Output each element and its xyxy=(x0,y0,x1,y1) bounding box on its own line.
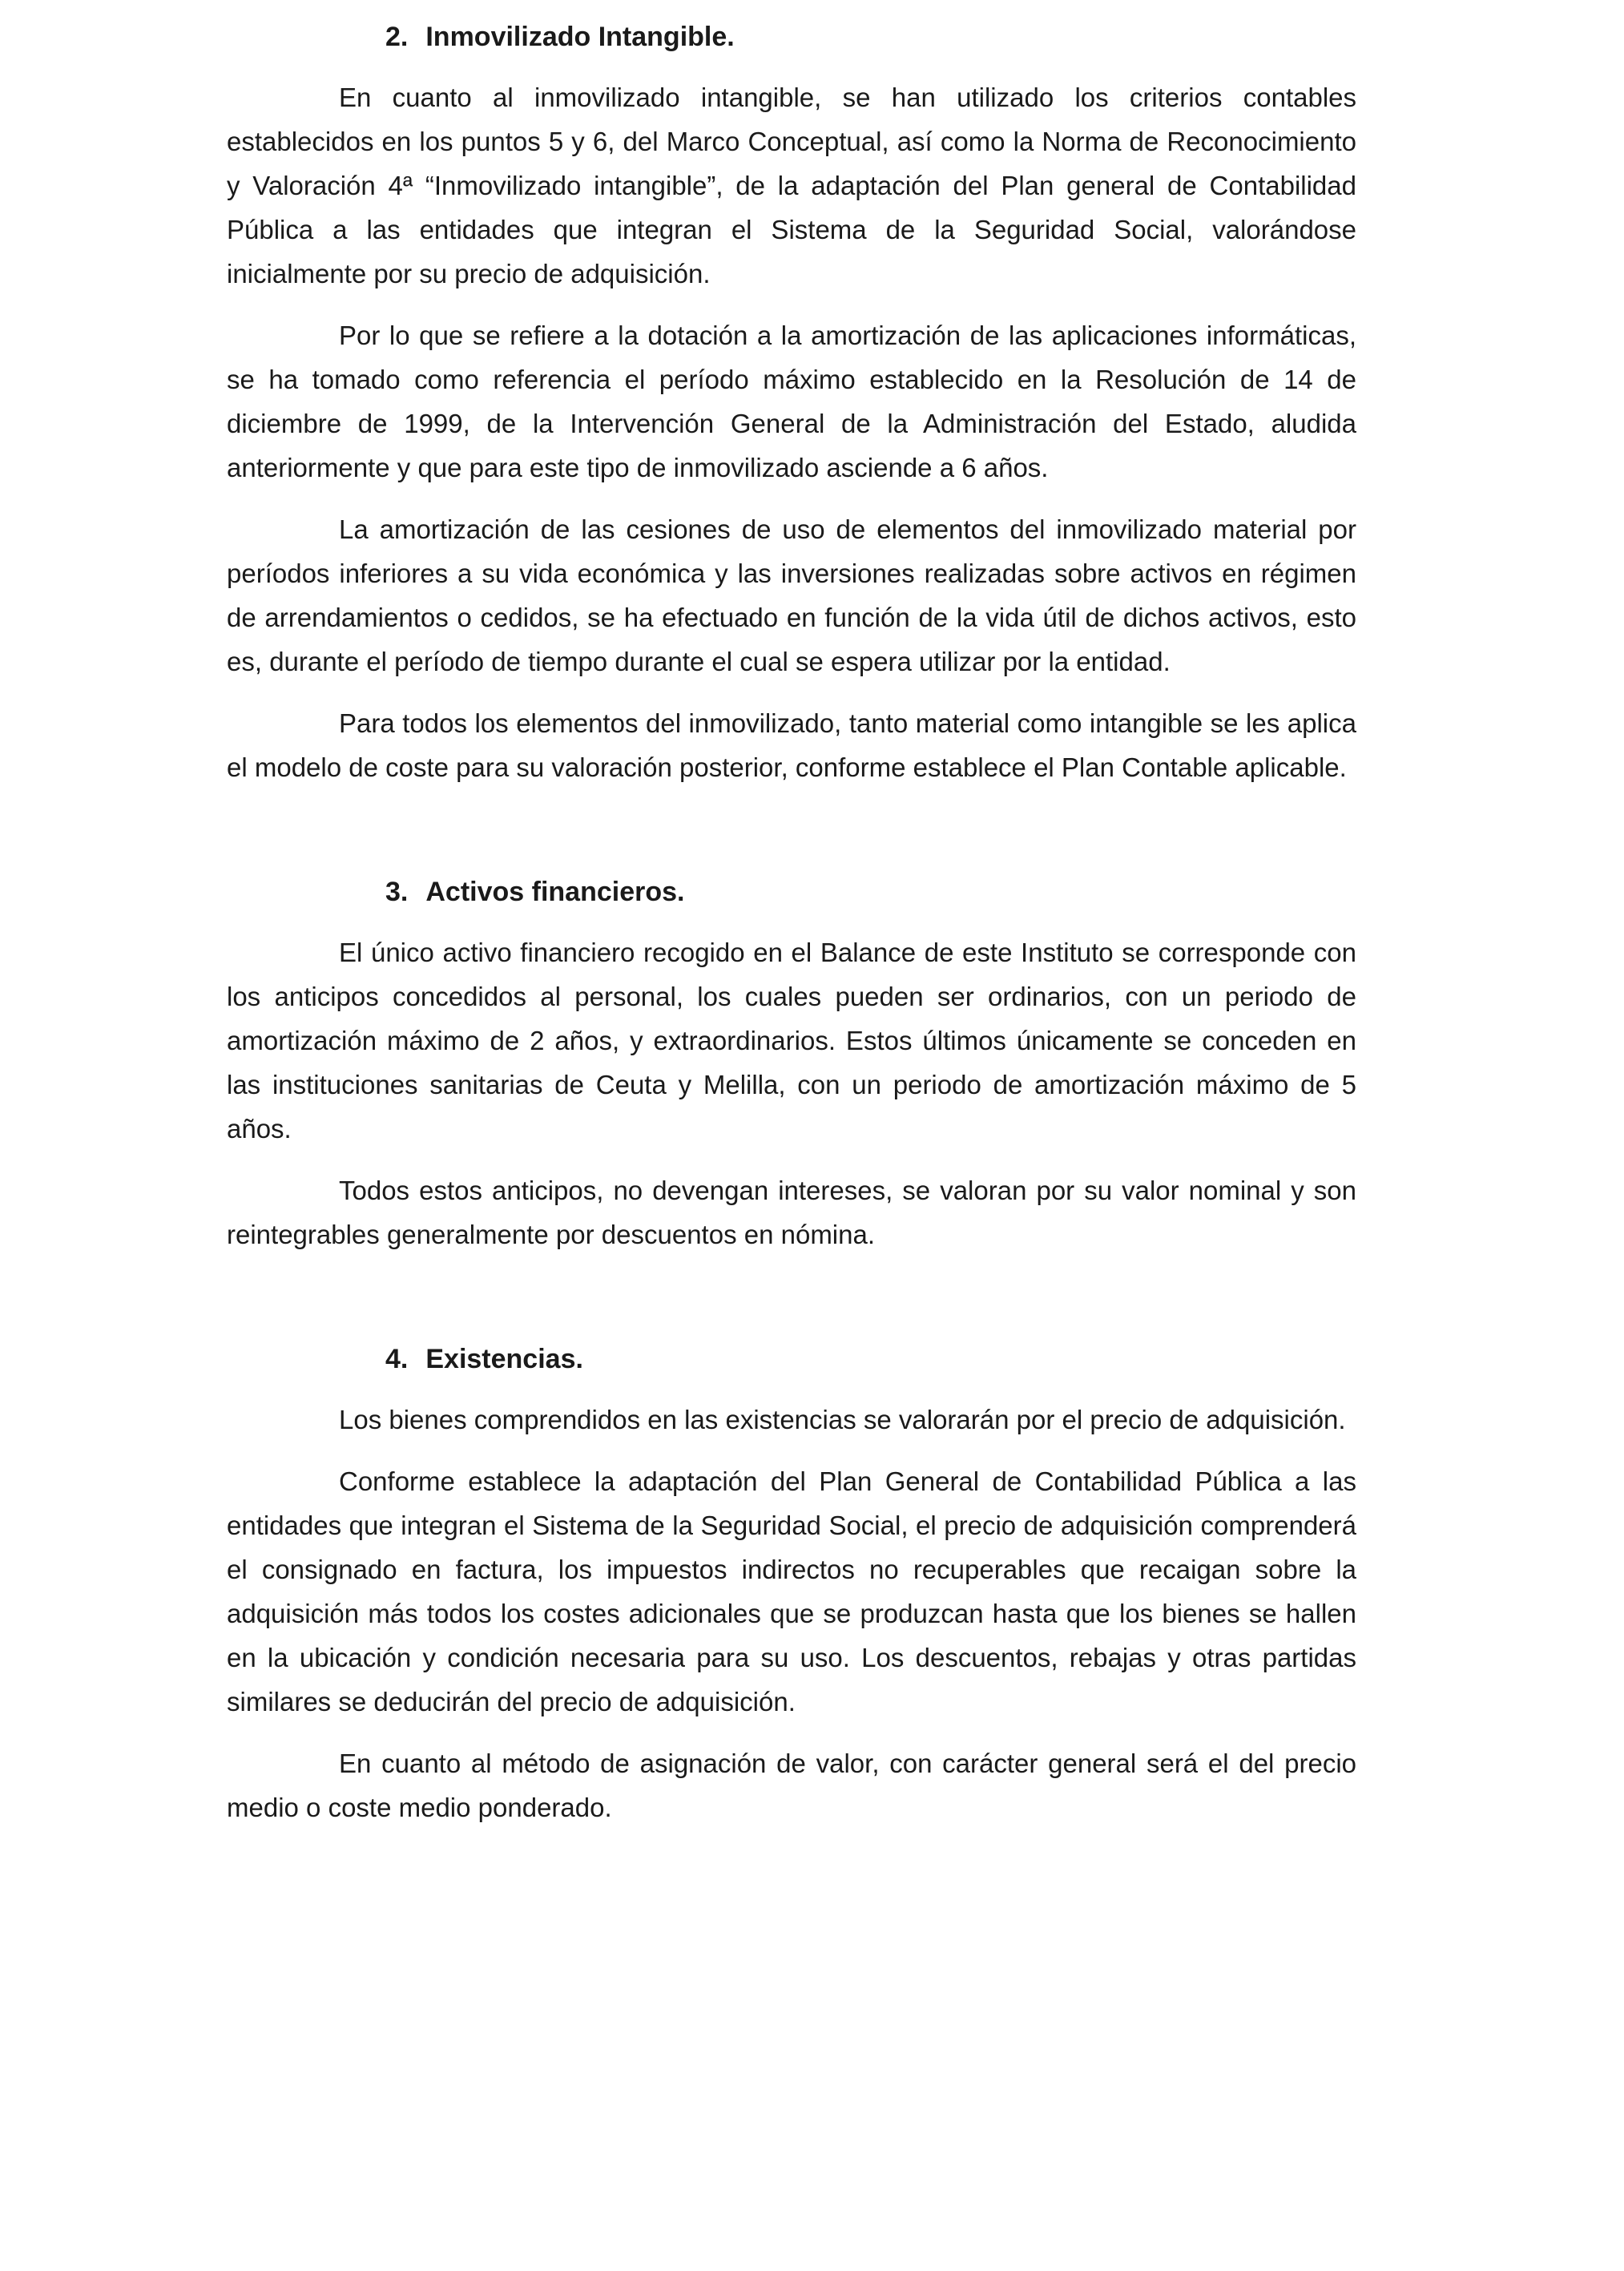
section-spacer xyxy=(227,807,1356,869)
section-heading xyxy=(227,1337,1356,1382)
paragraph: Conforme establece la adaptación del Plan General de Contabilidad Pública a las entidades que integran el Sistema de la Seguridad Social, el precio de adquisición comprenderá el consignado en factura, los impuestos indirectos no recuperables que recaigan sobre la adquisición más todos los costes adicionales que se produzcan hasta que los bienes se hallen en la ubicación y condición necesaria para su uso. Los descuentos, rebajas y otras partidas similares se deducirán del precio de adquisición. xyxy=(227,1466,1356,1716)
section-number: 3. xyxy=(385,877,409,907)
section-number: 4. xyxy=(385,1344,409,1374)
document-page xyxy=(227,14,1356,1847)
paragraph: Por lo que se refiere a la dotación a la amortización de las aplicaciones informáticas, se ha tomado como referencia el período máximo establecido en la Resolución de 14 de diciembre de 1999, de la Intervención General de la Administración del Estado, aludida anteriormente y que para este tipo de inmovilizado asciende a 6 años. xyxy=(227,321,1356,482)
paragraph: La amortización de las cesiones de uso de elementos del inmovilizado material por períodos inferiores a su vida económica y las inversiones realizadas sobre activos en régimen de arrendamientos o cedidos, se ha efectuado en función de la vida útil de dichos activos, esto es, durante el período de tiempo durante el cual se espera utilizar por la entidad. xyxy=(227,514,1356,676)
section-heading xyxy=(227,14,1356,59)
section-spacer xyxy=(227,1274,1356,1337)
paragraph: El único activo financiero recogido en el Balance de este Instituto se corresponde con los anticipos concedidos al personal, los cuales pueden ser ordinarios, con un periodo de amortización máximo de 2 años, y extraordinarios. Estos últimos únicamente se conceden en las instituciones sanitarias de Ceuta y Melilla, con un periodo de amortización máximo de 5 años. xyxy=(227,938,1356,1144)
paragraph: En cuanto al método de asignación de valor, con carácter general será el del precio medio o coste medio ponderado. xyxy=(227,1749,1356,1822)
paragraph: Los bienes comprendidos en las existencias se valorarán por el precio de adquisición. xyxy=(339,1405,1346,1434)
paragraph: En cuanto al inmovilizado intangible, se han utilizado los criterios contables establecidos en los puntos 5 y 6, del Marco Conceptual, así como la Norma de Reconocimiento y Valoración 4ª “Inmovilizado intangible”, de la adaptación del Plan general de Contabilidad Pública a las entidades que integran el Sistema de la Seguridad Social, valorándose inicialmente por su precio de adquisición. xyxy=(227,83,1356,288)
section-inmovilizado-intangible xyxy=(227,14,1356,789)
section-activos-financieros xyxy=(227,869,1356,1257)
paragraph: Todos estos anticipos, no devengan intereses, se valoran por su valor nominal y son reintegrables generalmente por descuentos en nómina. xyxy=(227,1176,1356,1249)
section-title: Existencias. xyxy=(425,1344,583,1374)
section-heading xyxy=(227,869,1356,914)
section-title: Activos financieros. xyxy=(425,877,685,907)
section-title: Inmovilizado Intangible. xyxy=(425,22,735,52)
paragraph: Para todos los elementos del inmovilizado, tanto material como intangible se les aplica el modelo de coste para su valoración posterior, conforme establece el Plan Contable aplicable. xyxy=(227,708,1356,782)
section-number: 2. xyxy=(385,22,409,52)
section-existencias xyxy=(227,1337,1356,1829)
